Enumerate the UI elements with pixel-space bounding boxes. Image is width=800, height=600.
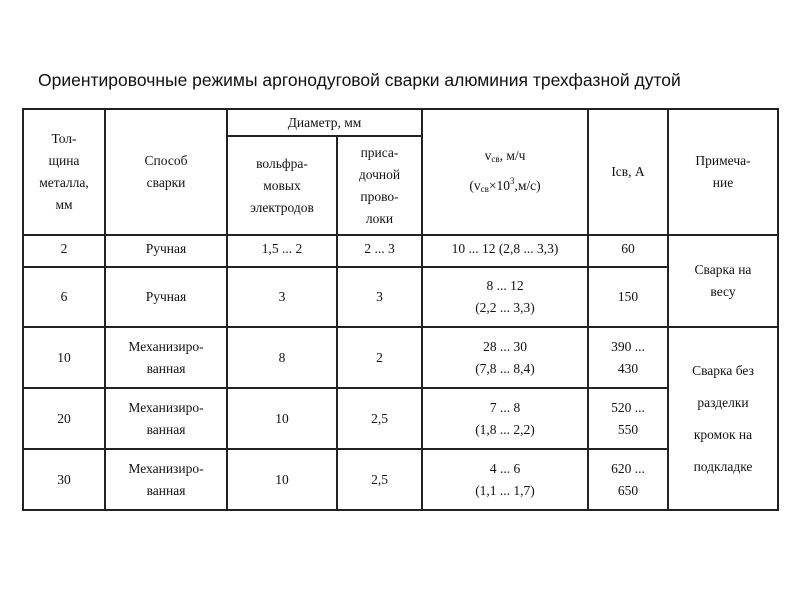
cell-current: 60 [589,236,669,268]
header-note: Примеча- ние [669,110,779,236]
cell-tungsten: 3 [228,268,338,328]
cell-current: 520 ... 550 [589,389,669,450]
welding-modes-table [22,108,779,511]
cell-speed: 4 ... 6 (1,1 ... 1,7) [423,450,589,511]
cell-filler: 2 [338,328,423,389]
cell-thickness: 20 [24,389,106,450]
cell-thickness: 6 [24,268,106,328]
note-manual: Сварка на весу [669,236,779,328]
cell-speed: 7 ... 8 (1,8 ... 2,2) [423,389,589,450]
page-title: Ориентировочные режимы аргонодуговой сварки алюминия трехфазной дутой [38,70,681,90]
cell-tungsten: 8 [228,328,338,389]
cell-thickness: 2 [24,236,106,268]
header-diameter: Диаметр, мм [228,110,423,137]
header-current: Iсв, А [589,110,669,236]
cell-speed: 10 ... 12 (2,8 ... 3,3) [423,236,589,268]
cell-method: Механизиро- ванная [106,328,228,389]
table-row [24,389,779,450]
table-row [24,236,779,268]
cell-method: Механизиро- ванная [106,450,228,511]
cell-tungsten: 10 [228,450,338,511]
cell-tungsten: 1,5 ... 2 [228,236,338,268]
note-mechanized: Сварка без разделки кромок на подкладке [669,328,779,511]
table-row [24,450,779,511]
cell-current: 150 [589,268,669,328]
cell-current: 390 ... 430 [589,328,669,389]
cell-tungsten: 10 [228,389,338,450]
table-row [24,328,779,389]
header-filler: приса- дочной прово- локи [338,137,423,236]
cell-current: 620 ... 650 [589,450,669,511]
header-speed: $v_{св}$, м/ч $(v_{св}\times 10^3,м/с)$ [423,110,589,236]
cell-method: Ручная [106,268,228,328]
table-row [24,268,779,328]
cell-filler: 3 [338,268,423,328]
cell-filler: 2 ... 3 [338,236,423,268]
cell-method: Механизиро- ванная [106,389,228,450]
cell-filler: 2,5 [338,389,423,450]
cell-filler: 2,5 [338,450,423,511]
cell-speed: 8 ... 12 (2,2 ... 3,3) [423,268,589,328]
cell-speed: 28 ... 30 (7,8 ... 8,4) [423,328,589,389]
header-method: Способ сварки [106,110,228,236]
cell-thickness: 30 [24,450,106,511]
cell-method: Ручная [106,236,228,268]
header-thickness: Тол- щина металла, мм [24,110,106,236]
cell-thickness: 10 [24,328,106,389]
header-tungsten: вольфра- мовых электродов [228,137,338,236]
